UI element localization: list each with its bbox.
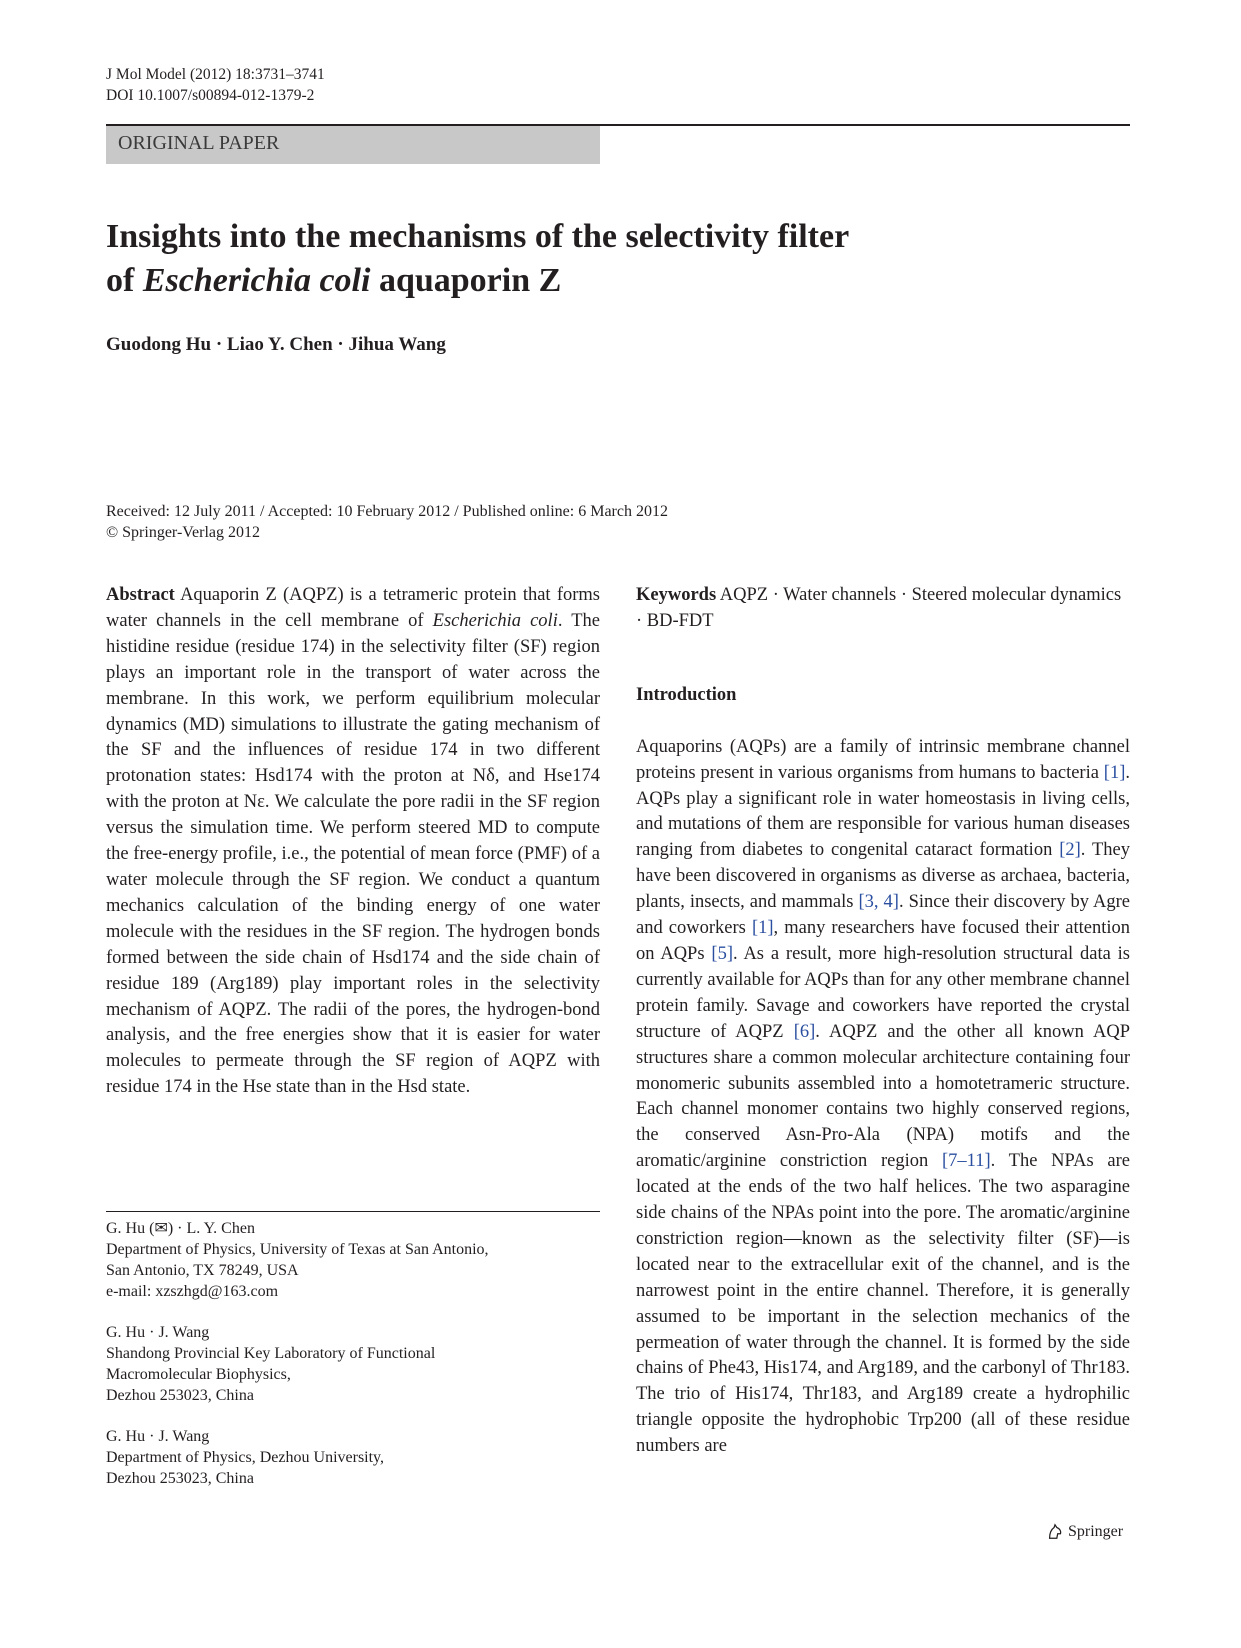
title-line-1: Insights into the mechanisms of the selectivity filter [106, 218, 850, 255]
citation-link[interactable]: [7–11] [941, 1151, 991, 1172]
introduction-heading: Introduction [636, 684, 737, 705]
affiliation: G. Hu (✉) · L. Y. Chen Department of Physics, University of Texas at San Antonio, San Antonio, TX 78249, USA e-mail: xzszhgd@163.com [106, 1220, 489, 1300]
publisher-name: Springer [1068, 1523, 1124, 1540]
section-tag [106, 126, 600, 164]
citation-link[interactable]: [5] [711, 943, 733, 964]
citation-link[interactable]: [1] [751, 918, 774, 939]
dates-line: Received: 12 July 2011 / Accepted: 10 February 2012 / Published online: 6 March 2012 [106, 503, 668, 520]
doi: DOI 10.1007/s00894-012-1379-2 [106, 87, 315, 104]
keywords-label: Keywords [636, 585, 717, 605]
affiliation-rule [106, 1211, 600, 1212]
paper-title [106, 215, 1106, 303]
publication-dates [106, 501, 668, 543]
introduction-text: Aquaporins (AQPs) are a family of intrinsic membrane channel proteins present in various organisms from humans to bacteria [1]. AQPs play a significant role in water homeostasis in living cells, and mutations of them are responsible for various human diseases ranging from diabetes to congenital cataract formation [2]. They have been discovered in organisms as diverse as archaea, bacteria, plants, insects, and mammals [3, 4]. Since their discovery by Agre and coworkers [1], many researchers have focused their attention on AQPs [5]. As a result, more high-resolution structural data is currently available for AQPs than for any other membrane channel protein family. Savage and coworkers have reported the crystal structure of AQPZ [6]. AQPZ and the other all known AQP structures share a common molecular architecture containing four monomeric subunits assembled into a homotetrameric structure. Each channel monomer contains two highly conserved regions, the conserved Asn-Pro-Ala (NPA) motifs and the aromatic/arginine constriction region [7–11]. The NPAs are located at the ends of the two half helices. The two asparagine side chains of the NPAs point into the pore. The aromatic/arginine constriction region—known as the selectivity filter (SF)—is located near to the extracellular exit of the channel, and is the narrowest point in the entire channel. Therefore, it is generally assumed to be important in the selection mechanics of the permeation of water through the channel. It is formed by the side chains of Phe43, His174, and Arg189, and the carbonyl of Thr183. The trio of His174, Thr183, and Arg189 create a hydrophilic triangle opposite the hydrophobic Trp200 (all of these residue numbers are [636, 736, 1131, 1457]
keywords: Keywords AQPZ · Water channels · Steered molecular dynamics · BD-FDT [636, 585, 1122, 631]
journal-citation: J Mol Model (2012) 18:3731–3741 [106, 66, 325, 83]
citation-link[interactable]: [3, 4] [858, 892, 899, 913]
title-line-2: of Escherichia coli aquaporin Z [106, 262, 562, 299]
journal-header [106, 64, 325, 106]
section-label: ORIGINAL PAPER [118, 132, 280, 154]
affiliation: G. Hu · J. Wang Shandong Provincial Key Laboratory of Functional Macromolecular Biophysics, Dezhou 253023, China [106, 1324, 436, 1404]
abstract: Abstract Aquaporin Z (AQPZ) is a tetrameric protein that forms water channels in the cell membrane of Escherichia coli. The histidine residue (residue 174) in the selectivity filter (SF) region plays an important role in the transport of water across the membrane. In this work, we perform equilibrium molecular dynamics (MD) simulations to illustrate the gating mechanism of the SF and the influences of residue 174 in two different protonation states: Hsd174 with the proton at Nδ, and Hse174 with the proton at Nε. We calculate the pore radii in the SF region versus the simulation time. We perform steered MD to compute the free-energy profile, i.e., the potential of mean force (PMF) of a water molecule through the SF region. We conduct a quantum mechanics calculation of the binding energy of one water molecule with the residues in the SF region. The hydrogen bonds formed between the side chain of Hsd174 and the side chain of residue 189 (Arg189) play important roles in the selectivity mechanism of AQPZ. The radii of the pores, the hydrogen-bond analysis, and the free energies show that it is easier for water molecules to permeate through the SF region of AQPZ with residue 174 in the Hse state than in the Hsd state. [106, 585, 600, 1098]
publisher-logo [1046, 1523, 1123, 1541]
abstract-label: Abstract [106, 585, 175, 605]
authors: Guodong Hu · Liao Y. Chen · Jihua Wang [106, 334, 446, 355]
copyright: © Springer-Verlag 2012 [106, 524, 261, 541]
email[interactable]: e-mail: xzszhgd@163.com [106, 1283, 279, 1300]
affiliation: G. Hu · J. Wang Department of Physics, Dezhou University, Dezhou 253023, China [106, 1428, 385, 1487]
springer-horse-icon [1046, 1523, 1064, 1541]
affiliations [106, 1218, 489, 1509]
citation-link[interactable]: [6] [793, 1021, 816, 1042]
right-column [636, 583, 1130, 1460]
citation-link[interactable]: [1] [1103, 762, 1126, 783]
citation-link[interactable]: [2] [1059, 840, 1081, 861]
